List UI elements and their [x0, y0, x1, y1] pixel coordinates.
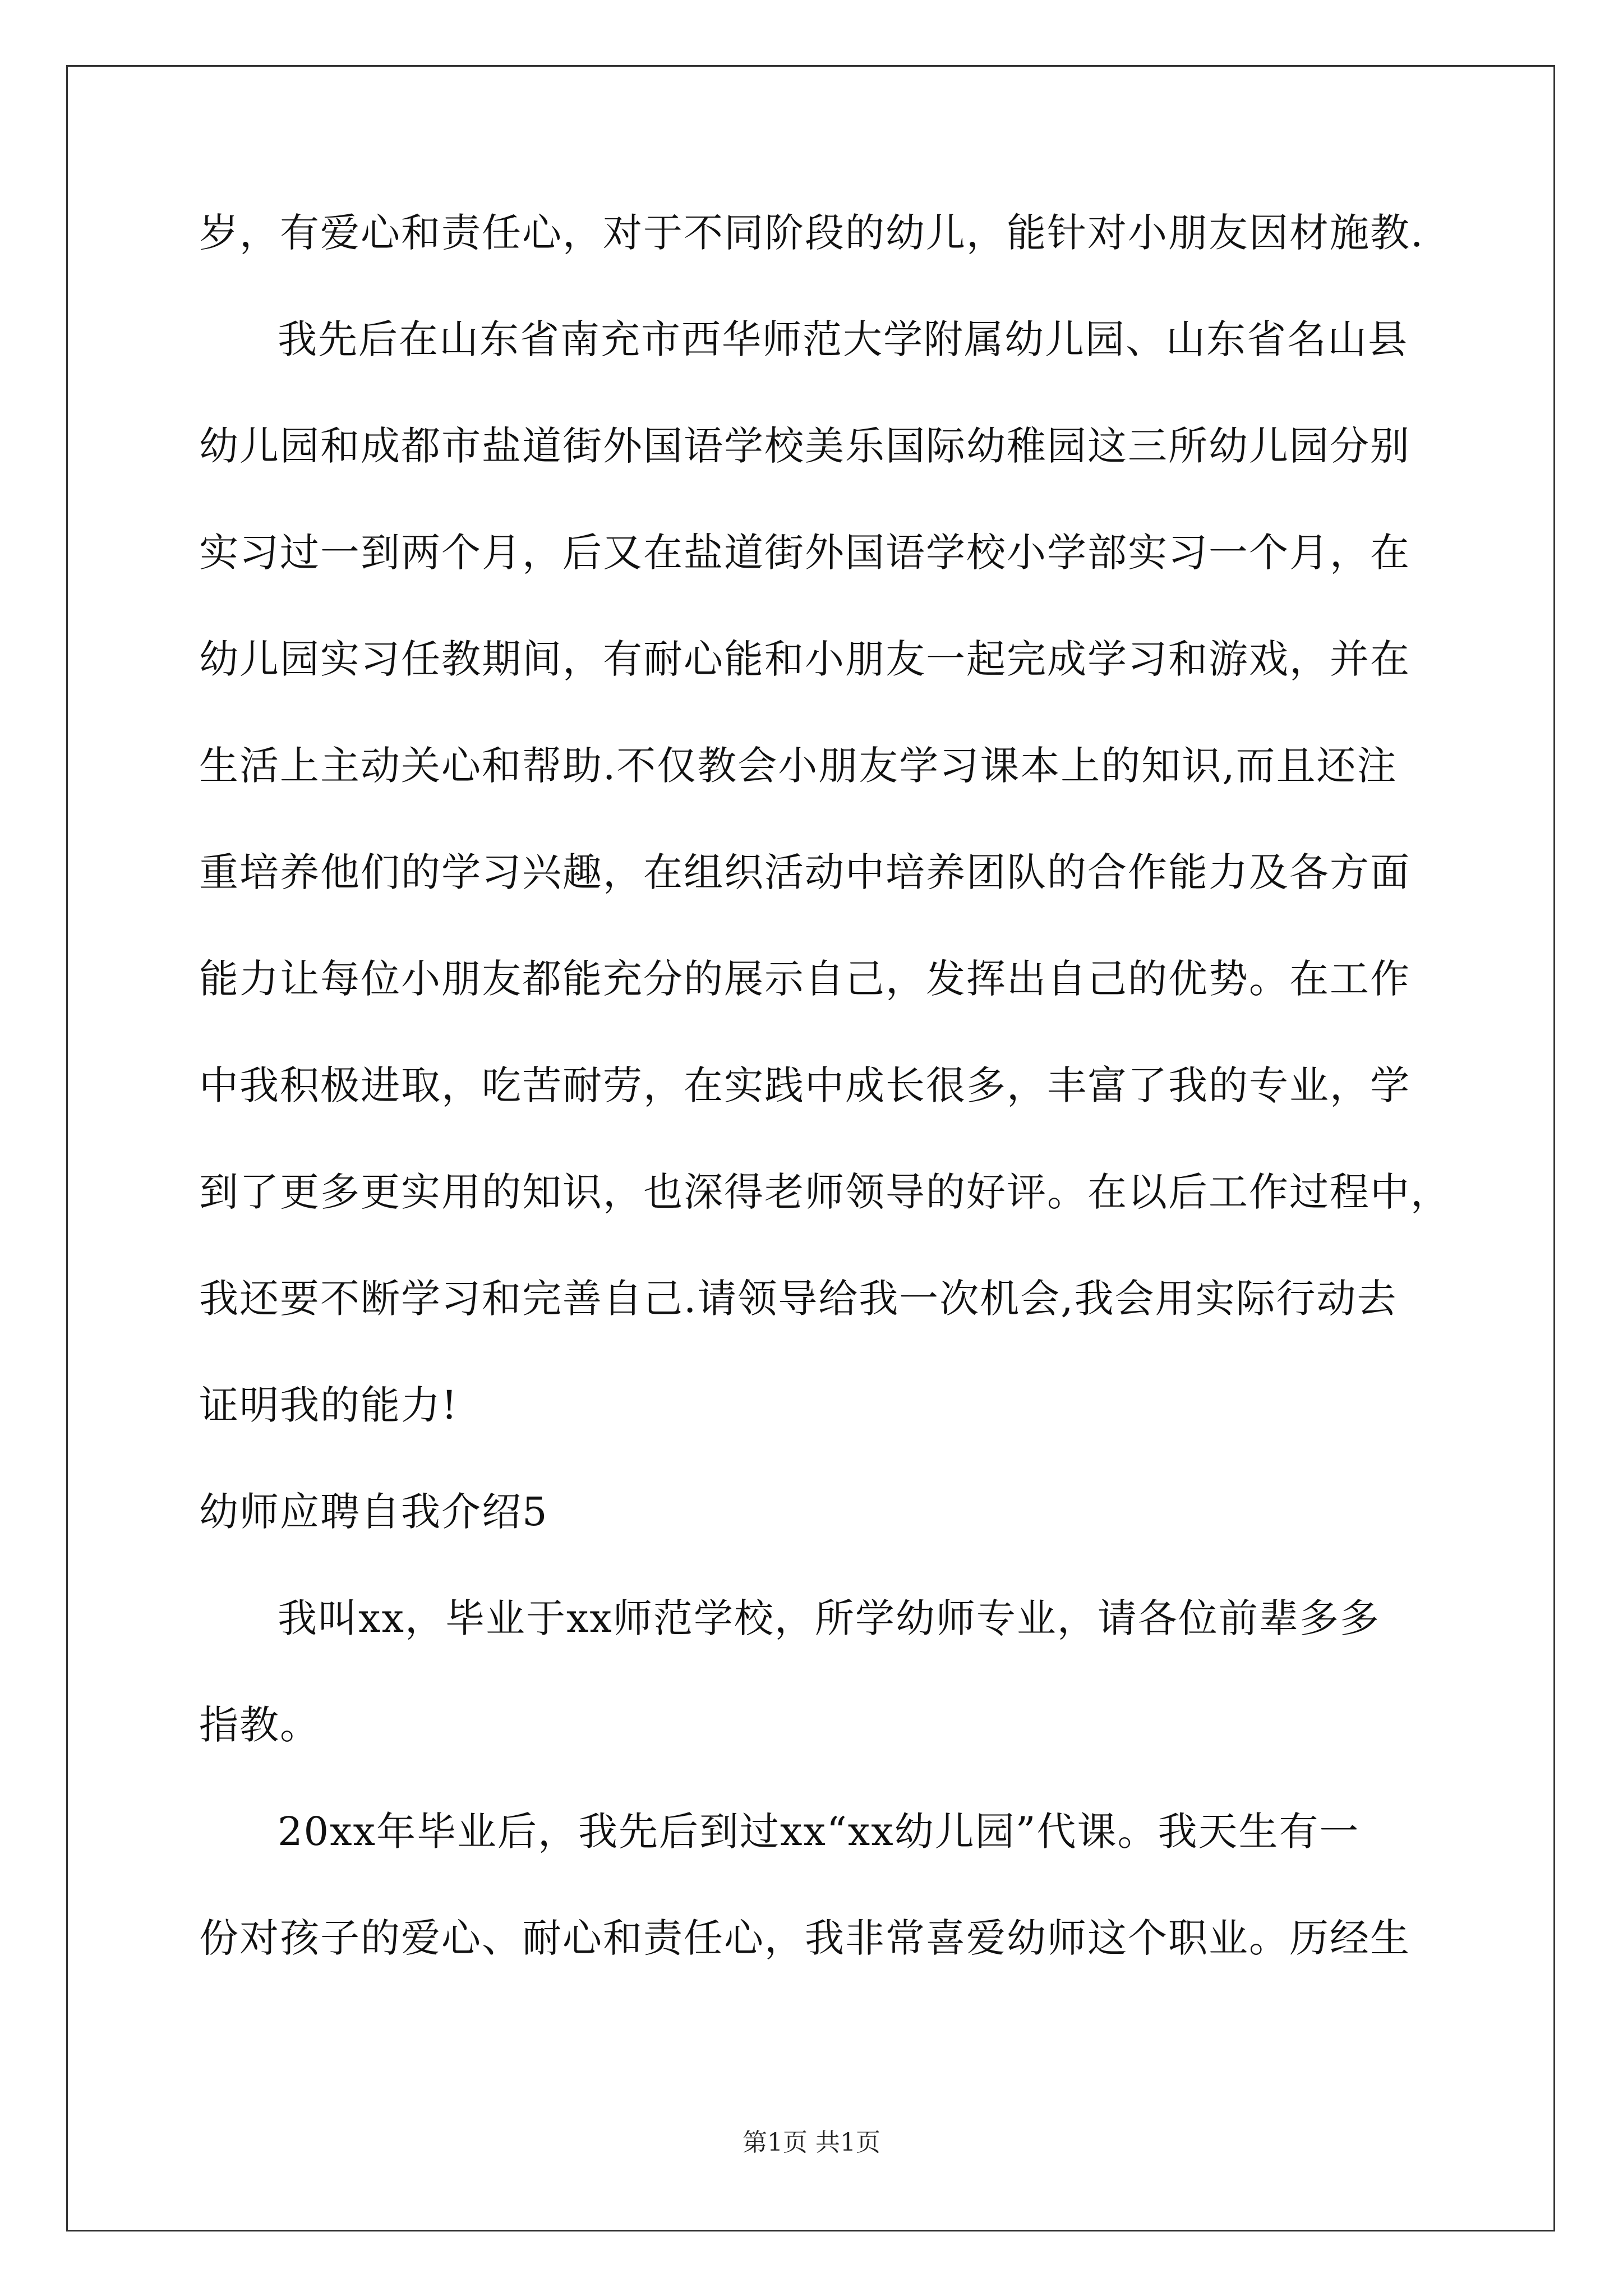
paragraph-line: 重培养他们的学习兴趣，在组织活动中培养团队的合作能力及各方面 [199, 849, 1410, 895]
paragraph-line: 我还要不断学习和完善自己.请领导给我一次机会,我会用实际行动去 [199, 1276, 1398, 1322]
section-heading: 幼师应聘自我介绍5 [199, 1489, 548, 1535]
paragraph-line: 我先后在山东省南充市西华师范大学附属幼儿园、山东省名山县 [278, 316, 1408, 362]
paragraph-line: 到了更多更实用的知识，也深得老师领导的好评。在以后工作过程中， [199, 1169, 1451, 1215]
paragraph-line: 能力让每位小朋友都能充分的展示自己，发挥出自己的优势。在工作 [199, 956, 1410, 1002]
paragraph-line: 中我积极进取，吃苦耐劳，在实践中成长很多，丰富了我的专业，学 [199, 1062, 1410, 1108]
paragraph-line: 证明我的能力! [199, 1382, 459, 1428]
page-footer: 第1页 共1页 [743, 2128, 880, 2157]
paragraph-line: 20xx年毕业后，我先后到过xx“xx幼儿园”代课。我天生有一 [278, 1809, 1360, 1855]
paragraph-line: 岁，有爱心和责任心，对于不同阶段的幼儿，能针对小朋友因材施教. [199, 210, 1424, 256]
paragraph-line: 份对孩子的爱心、耐心和责任心，我非常喜爱幼师这个职业。历经生 [199, 1915, 1410, 1961]
paragraph-line: 幼儿园和成都市盐道街外国语学校美乐国际幼稚园这三所幼儿园分别 [199, 423, 1410, 469]
paragraph-line: 我叫xx，毕业于xx师范学校，所学幼师专业，请各位前辈多多 [278, 1595, 1380, 1641]
page-border [66, 65, 1555, 2231]
paragraph-line: 生活上主动关心和帮助.不仅教会小朋友学习课本上的知识,而且还注 [199, 743, 1398, 789]
paragraph-line: 幼儿园实习任教期间，有耐心能和小朋友一起完成学习和游戏，并在 [199, 636, 1410, 682]
paragraph-line: 实习过一到两个月，后又在盐道街外国语学校小学部实习一个月，在 [199, 530, 1410, 576]
paragraph-line: 指教。 [199, 1702, 320, 1748]
